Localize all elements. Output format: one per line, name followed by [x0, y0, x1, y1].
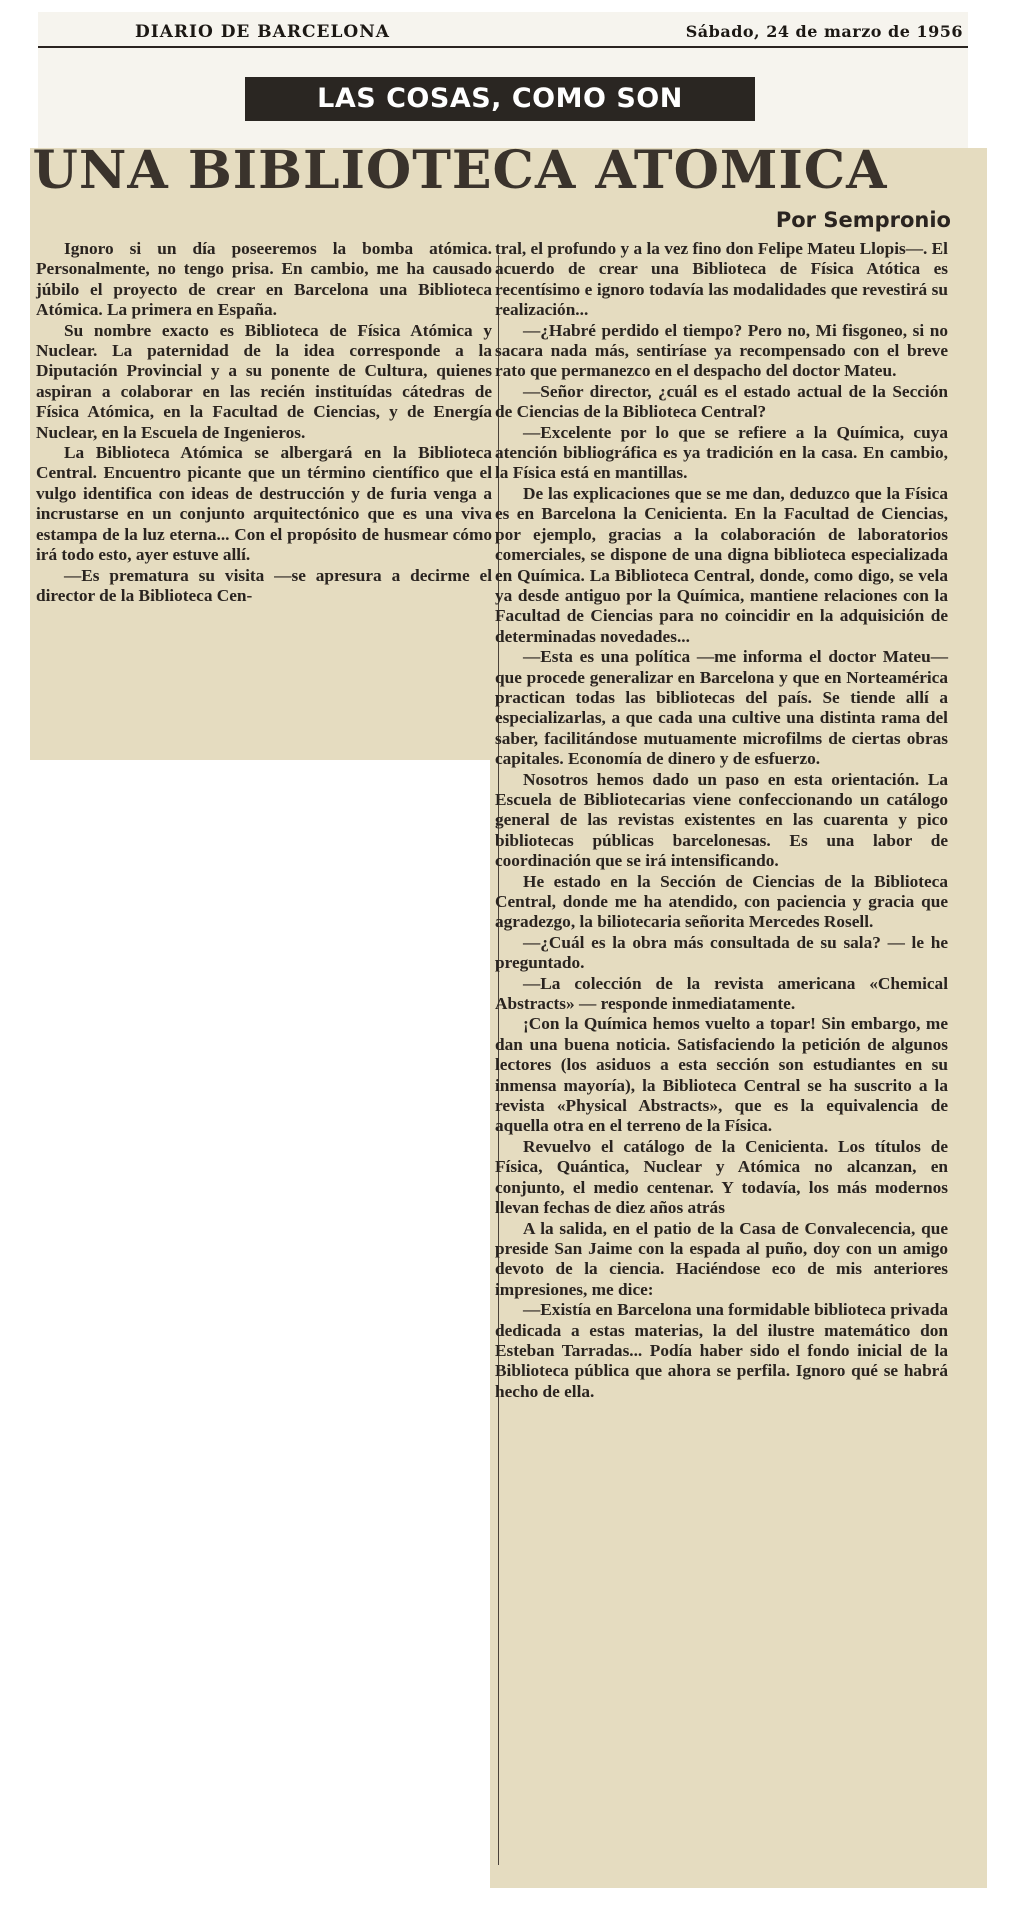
paragraph: —Señor director, ¿cuál es el estado actual de la Sección de Ciencias de la Biblioteca Central?	[495, 381, 948, 422]
paragraph: —Existía en Barcelona una formidable biblioteca privada dedicada a estas materias, la del ilustre matemático don Esteban Tarradas... Podía haber sido el fondo inicial de la Biblioteca pública que ahora se perfila. Ignoro qué se habrá hecho de ella.	[495, 1300, 949, 1401]
paragraph: —La colección de la revista americana «Chemical Abstracts» — responde inmediatamente.	[495, 973, 948, 1014]
paragraph: tral, el profundo y a la vez fino don Felipe Mateu Llopis—. El acuerdo de crear una Biblioteca de Física Atótica es recentísimo e ignoro todavía las modalidades que revestirá su realización...	[495, 239, 948, 320]
article-column-right	[495, 239, 948, 1402]
paragraph: Ignoro si un día poseeremos la bomba atómica. Personalmente, no tengo prisa. En cambio, me ha causado júbilo el proyecto de crear en Barcelona una Biblioteca Atómica. La primera en España.	[36, 239, 492, 320]
paragraph: De las explicaciones que se me dan, deduzco que la Física es en Barcelona la Cenicienta. En la Facultad de Ciencias, por ejemplo, gracias a la colaboración de laboratorios comerciales, se dispone de una digna biblioteca especializada en Química. La Biblioteca Central, donde, como digo, se vela ya desde antiguo por la Química, mantiene relaciones con la Facultad de Ciencias para no coincidir en la adquisición de determinadas novedades...	[495, 483, 948, 646]
paragraph: —¿Cuál es la obra más consultada de su sala? — le he preguntado.	[495, 932, 948, 973]
paragraph: Revuelvo el catálogo de la Cenicienta. Los títulos de Física, Quántica, Nuclear y Atómica no alcanzan, en conjunto, el medio centenar. Y todavía, los más modernos llevan fechas de diez años atrás	[495, 1136, 948, 1218]
masthead-rule	[38, 46, 968, 48]
article-headline: UNA BIBLIOTECA ATOMICA	[32, 140, 888, 201]
publication-date: Sábado, 24 de marzo de 1956	[685, 22, 963, 41]
paragraph: —Excelente por lo que se refiere a la Química, cuya atención bibliográfica es ya tradición en la casa. En cambio, la Física está en mantillas.	[495, 422, 948, 483]
paragraph: —¿Habré perdido el tiempo? Pero no, Mi fisgoneo, si no sacara nada más, sentiríase ya recompensado con el breve rato que permanezco en el despacho del doctor Mateu.	[495, 320, 948, 381]
article-column-left	[36, 239, 492, 606]
section-kicker: LAS COSAS, COMO SON	[245, 77, 755, 121]
paragraph: A la salida, en el patio de la Casa de Convalecencia, que preside San Jaime con la espada al puño, doy con un amigo devoto de la ciencia. Haciéndose eco de mis anteriores impresiones, me dice:	[495, 1218, 948, 1299]
paragraph: He estado en la Sección de Ciencias de la Biblioteca Central, donde me ha atendido, con paciencia y gracia que agradezgo, la biliotecaria señorita Mercedes Rosell.	[495, 871, 948, 932]
paragraph: ¡Con la Química hemos vuelto a topar! Sin embargo, me dan una buena noticia. Satisfaciendo la petición de algunos lectores (los asiduos a esta sección son estudiantes en su inmensa mayoría), la Biblioteca Central se ha suscrito a la revista «Physical Abstracts», que es la equivalencia de aquella otra en el terreno de la Física.	[495, 1014, 948, 1136]
paragraph: Su nombre exacto es Biblioteca de Física Atómica y Nuclear. La paternidad de la idea corresponde a la Diputación Provincial y a su ponente de Cultura, quienes aspiran a colaborar en las recién instituídas cátedras de Física Atómica, en la Facultad de Ciencias, y de Energía Nuclear, en la Escuela de Ingenieros.	[36, 320, 492, 442]
paragraph: —Es prematura su visita —se apresura a decirme el director de la Biblioteca Cen-	[36, 565, 492, 605]
paragraph: La Biblioteca Atómica se albergará en la Biblioteca Central. Encuentro picante que un término científico que el vulgo identifica con ideas de destrucción y de furia venga a incrustarse en un conjunto arquitectónico que es una viva estampa de la luz eterna... Con el propósito de husmear cómo irá todo esto, ayer estuve allí.	[36, 443, 492, 565]
paragraph: Nosotros hemos dado un paso en esta orientación. La Escuela de Bibliotecarias viene confeccionando un catálogo general de las revistas existentes en las cuarenta y pico bibliotecas públicas barcelonesas. Es una labor de coordinación que se irá intensificando.	[495, 769, 948, 871]
newspaper-name: DIARIO DE BARCELONA	[135, 22, 390, 42]
paragraph: —Esta es una política —me informa el doctor Mateu— que procede generalizar en Barcelona y que en Norteamérica practican todas las bibliotecas del país. Se tiende allí a especializarlas, a que cada una cultive una distinta rama del saber, facilitándose mutuamente microfilms de ciertas obras capitales. Economía de dinero y de esfuerzo.	[495, 647, 948, 769]
article-byline: Por Sempronio	[775, 208, 951, 232]
